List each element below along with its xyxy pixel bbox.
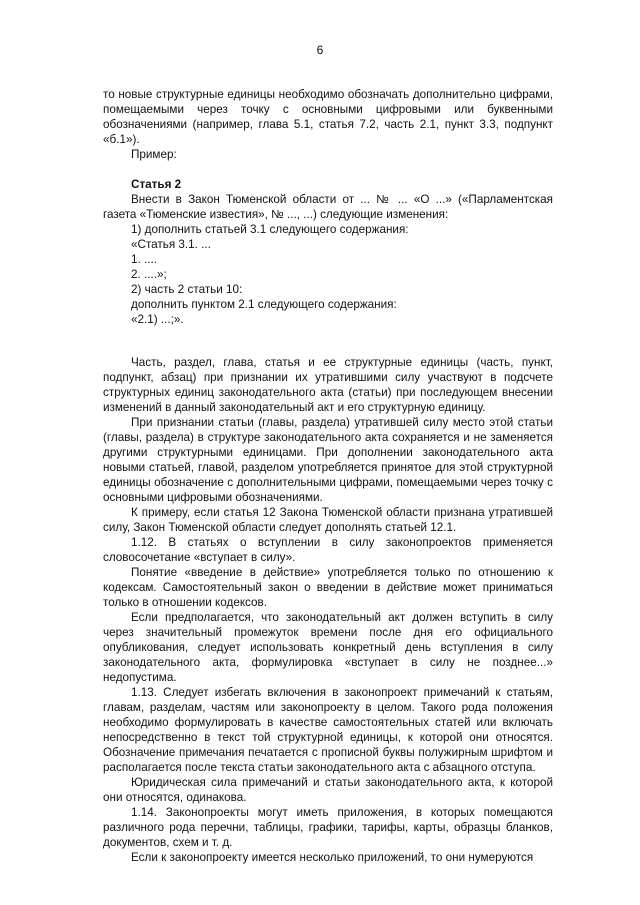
example-lead: Внести в Закон Тюменской области от ... № ... «О ...» («Парламентская газета «Тюменские известия», № ..., ...) следующие изменения: [103,193,553,221]
section-paragraph-1-14: 1.14. Законопроекты могут иметь приложения, в которых помещаются различного рода перечни, таблицы, графики, тарифы, карты, образцы бланков, документов, схем и т. д. [103,806,553,849]
body-paragraph: Часть, раздел, глава, статья и ее структурные единицы (часть, пункт, подпункт, абзац) при признании их утратившими силу участвуют в подсчете структурных единиц законодательного акта (статьи) при последующем внесении изменений в данный законодательный акт и его структурную единицу. [103,356,553,414]
example-line: 2. ....»; [131,268,167,281]
example-line: 1) дополнить статьей 3.1 следующего содержания: [131,223,409,236]
body-paragraph: Если к законопроекту имеется несколько приложений, то они нумеруются [131,851,534,864]
example-line: «Статья 3.1. ... [131,238,211,251]
body-paragraph: При признании статьи (главы, раздела) утратившей силу место этой статьи (главы, раздела) в структуре законодательного акта сохраняется и не заменяется другими структурными единицами. При дополнении законодательного акта новыми статьей, главой, разделом употребляется принятое для этой структурной единицы обозначение с дополнительными цифрами, помещаемыми через точку с основными цифровыми обозначениями. [103,416,553,504]
page-number: 6 [316,43,324,57]
document-body [103,87,553,865]
intro-paragraph: то новые структурные единицы необходимо обозначать дополнительно цифрами, помещаемыми через точку с основными цифровыми или буквенными обозначениями (например, глава 5.1, статья 7.2, часть 2.1, пункт 3.3, подпункт «б.1»). [103,88,553,146]
section-paragraph-1-12: 1.12. В статьях о вступлении в силу законопроектов применяется словосочетание «вступает в силу». [103,536,553,564]
example-line: дополнить пунктом 2.1 следующего содержания: [131,298,397,311]
body-paragraph: К примеру, если статья 12 Закона Тюменской области признана утратившей силу, Закон Тюменской области следует дополнять статьей 12.1. [103,506,553,534]
example-line: 1. .... [131,253,157,266]
body-paragraph: Юридическая сила примечаний и статьи законодательного акта, к которой они относятся, одинакова. [103,776,553,804]
example-article-heading: Статья 2 [131,178,182,191]
body-paragraph: Если предполагается, что законодательный акт должен вступить в силу через значительный промежуток времени после дня его официального опубликования, следует использовать конкретный день вступления в силу законодательного акта, формулировка «вступает в силу не позднее...» недопустима. [103,611,553,684]
body-paragraph: Понятие «введение в действие» употребляется только по отношению к кодексам. Самостоятельный закон о введении в действие может приниматься только в отношении кодексов. [103,566,553,609]
section-paragraph-1-13: 1.13. Следует избегать включения в законопроект примечаний к статьям, главам, разделам, частям или законопроекту в целом. Такого рода положения необходимо формулировать в качестве самостоятельных статей или включать непосредственно в текст той структурной единицы, к которой они относятся. Обозначение примечания печатается с прописной буквы полужирным шрифтом и располагается после текста статьи законодательного акта с абзацного отступа. [103,686,553,774]
example-line: «2.1) ...;». [131,313,184,326]
example-line: 2) часть 2 статьи 10: [131,283,243,296]
example-label: Пример: [131,148,177,161]
